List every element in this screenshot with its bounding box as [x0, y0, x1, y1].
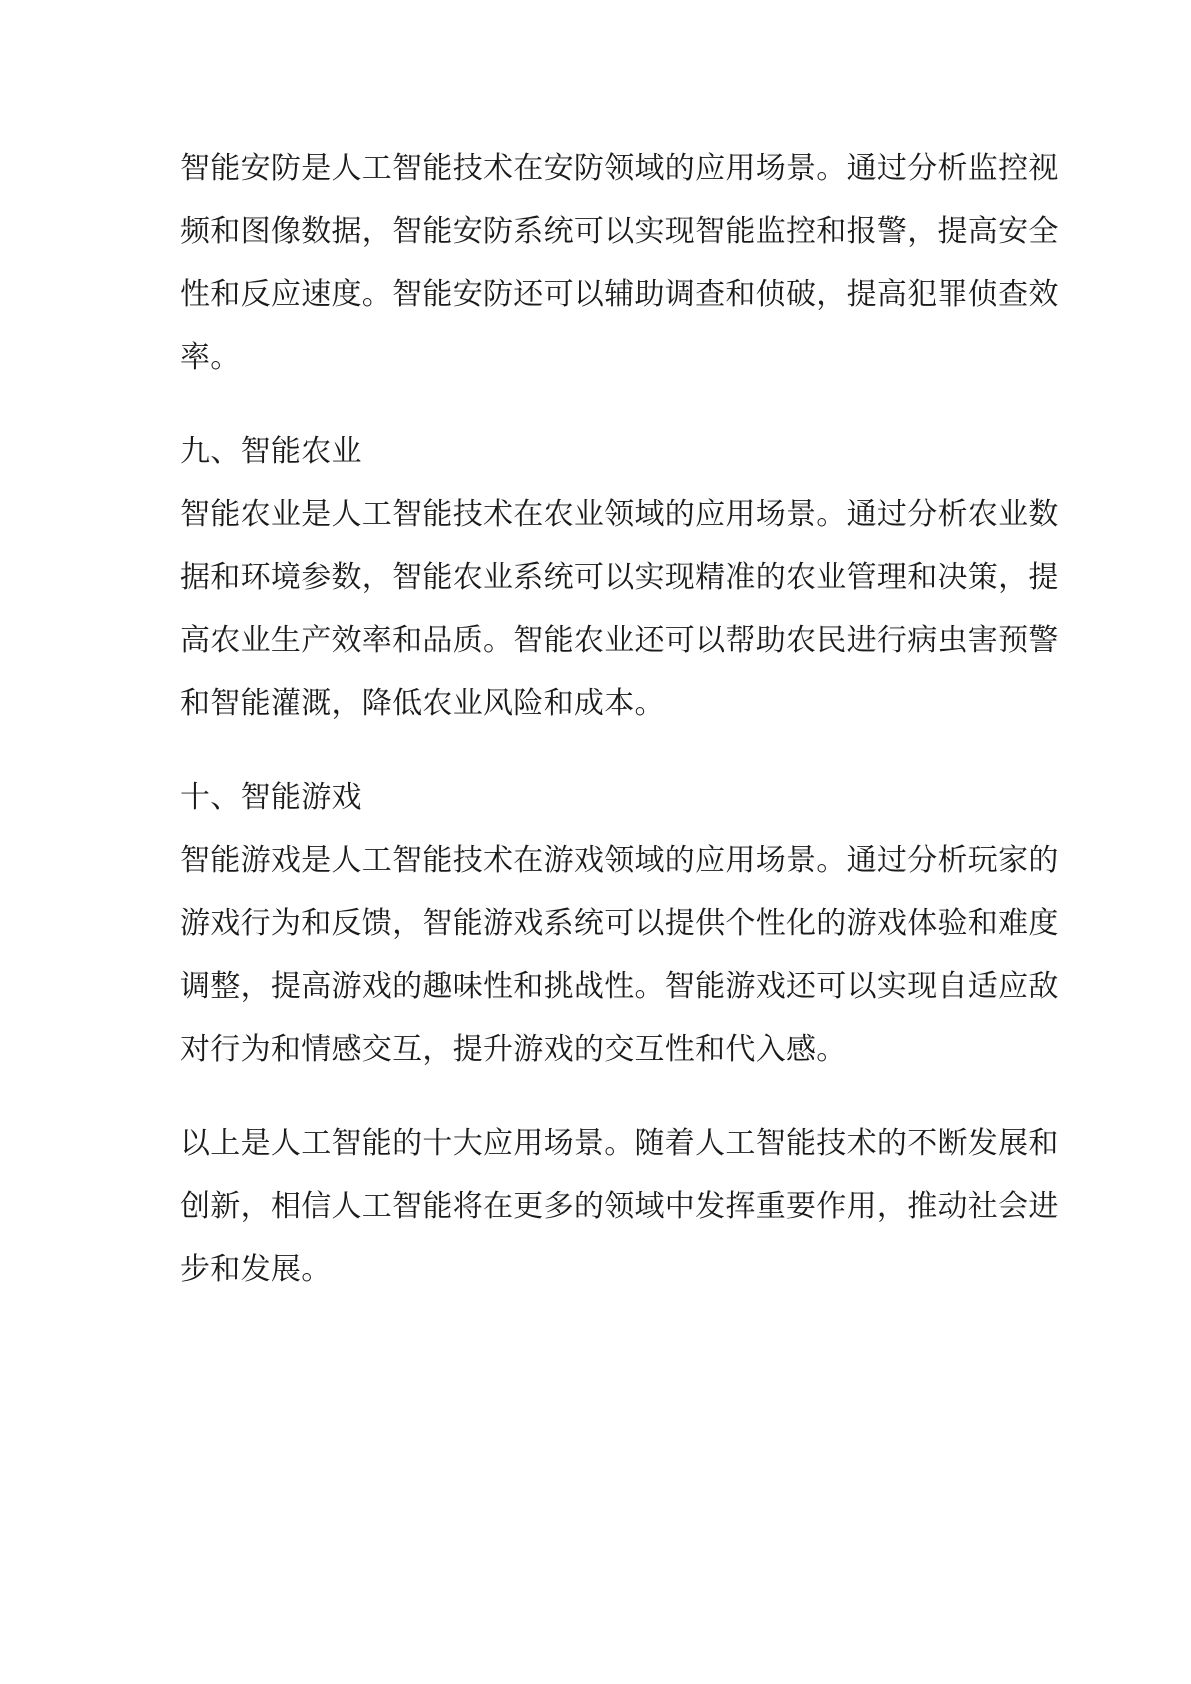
text-line: 游戏行为和反馈，智能游戏系统可以提供个性化的游戏体验和难度 [180, 906, 1059, 941]
heading-text: 九、智能农业 [180, 434, 362, 469]
text-line: 据和环境参数，智能农业系统可以实现精准的农业管理和决策，提 [180, 560, 1059, 595]
text-line: 智能安防是人工智能技术在安防领域的应用场景。通过分析监控视 [180, 151, 1059, 186]
agriculture-paragraph [180, 483, 1059, 735]
text-line: 步和发展。 [180, 1252, 332, 1287]
heading-text: 十、智能游戏 [180, 780, 362, 815]
text-line: 创新，相信人工智能将在更多的领域中发挥重要作用，推动社会进 [180, 1189, 1059, 1224]
text-line: 高农业生产效率和品质。智能农业还可以帮助农民进行病虫害预警 [180, 623, 1059, 658]
text-line: 率。 [180, 340, 241, 375]
text-line: 对行为和情感交互，提升游戏的交互性和代入感。 [180, 1032, 847, 1067]
text-line: 频和图像数据，智能安防系统可以实现智能监控和报警，提高安全 [180, 214, 1059, 249]
document-page [180, 137, 1059, 1301]
section-heading-gaming [180, 766, 1020, 829]
text-line: 性和反应速度。智能安防还可以辅助调查和侦破，提高犯罪侦查效 [180, 277, 1059, 312]
gaming-paragraph [180, 829, 1059, 1081]
text-line: 和智能灌溉，降低农业风险和成本。 [180, 686, 665, 721]
text-line: 智能游戏是人工智能技术在游戏领域的应用场景。通过分析玩家的 [180, 843, 1059, 878]
text-line: 以上是人工智能的十大应用场景。随着人工智能技术的不断发展和 [180, 1126, 1059, 1161]
security-paragraph [180, 137, 1059, 389]
section-heading-agriculture [180, 420, 1020, 483]
conclusion-paragraph [180, 1112, 1059, 1301]
text-line: 智能农业是人工智能技术在农业领域的应用场景。通过分析农业数 [180, 497, 1059, 532]
text-line: 调整，提高游戏的趣味性和挑战性。智能游戏还可以实现自适应敌 [180, 969, 1059, 1004]
